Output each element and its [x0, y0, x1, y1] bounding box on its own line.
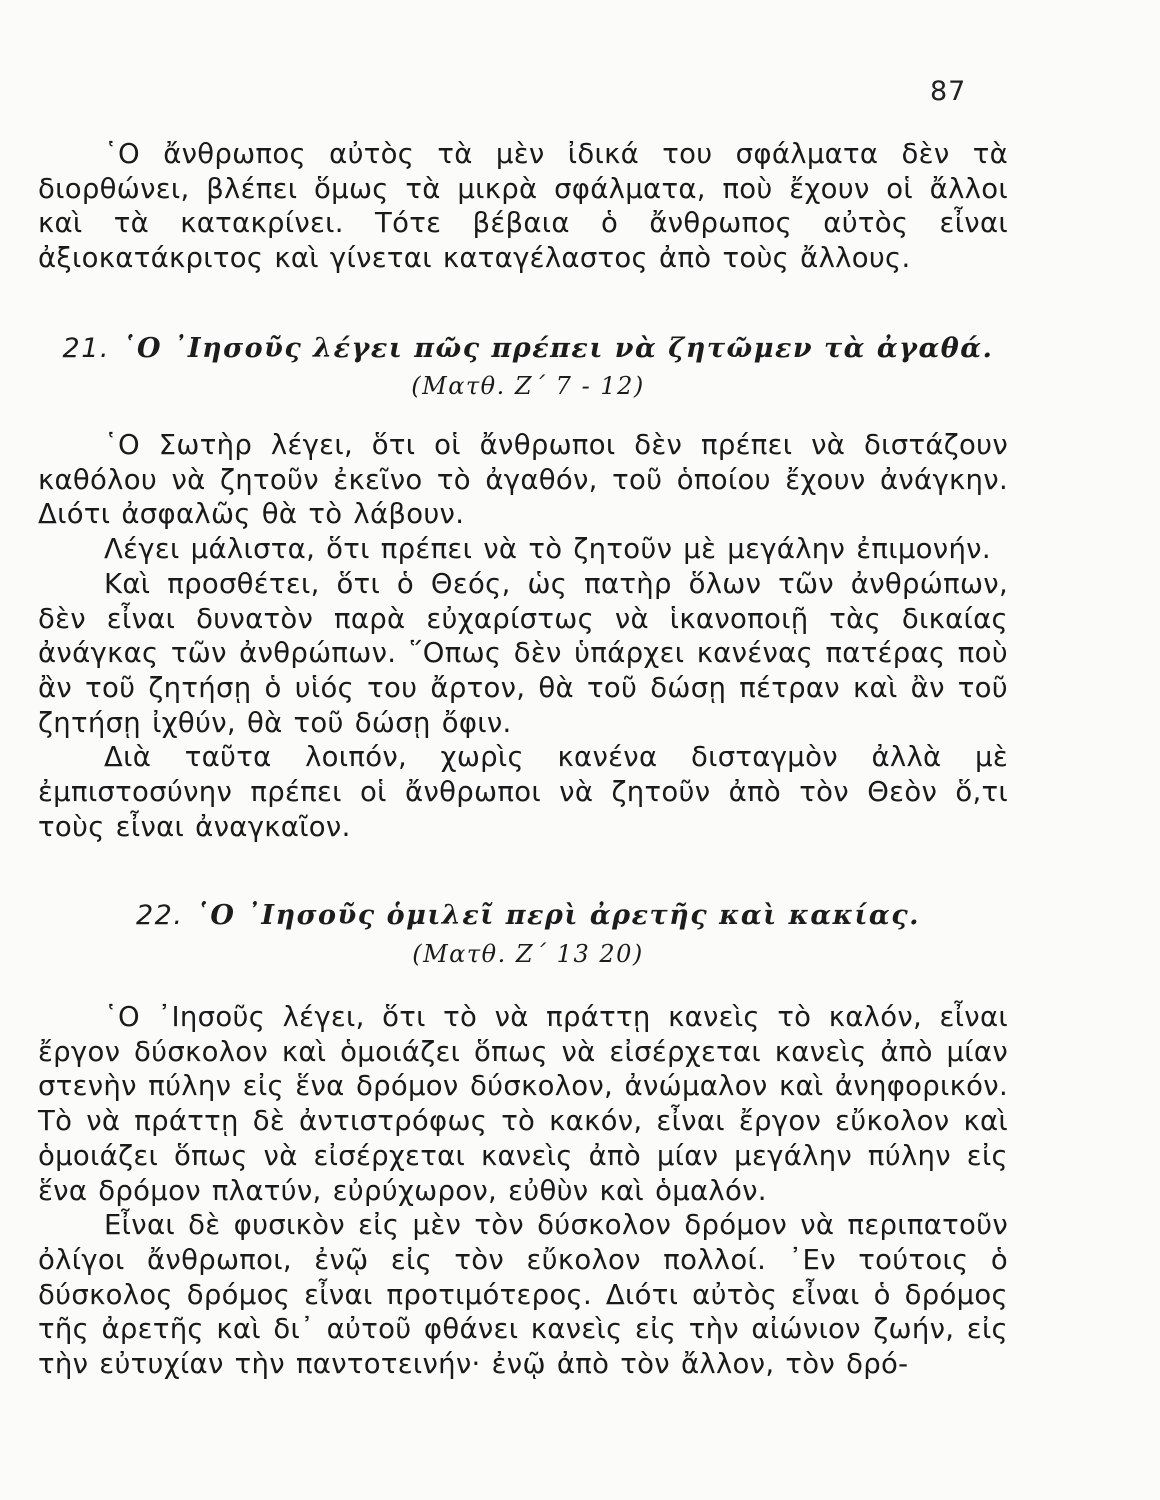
section-21-title: ῾Ο ᾿Ιησοῦς λέγει πῶς πρέπει νὰ ζητῶμεν τὰ ἀγαθά. — [122, 333, 994, 364]
section-21-reference: (Ματθ. Ζ΄ 7 - 12) — [411, 372, 645, 400]
section-22-paragraph: Εἶναι δὲ φυσικὸν εἰς μὲν τὸν δύσκολον δρόμον νὰ περιπατοῦν ὀλίγοι ἄνθρωποι, ἐνῷ εἰς τὸν εὔκολον πολλοί. ᾿Εν τούτοις ὁ δύσκολος δρόμος εἶναι προτιμότερος. Διότι αὐτὸς εἶναι ὁ δρόμος τῆς ἀρετῆς καὶ δι᾿ αὐτοῦ φθάνει κανεὶς εἰς τὴν αἰώνιον ζωήν, εἰς τὴν εὐτυχίαν τὴν παντοτεινήν· ἐνῷ ἀπὸ τὸν ἄλλον, τὸν δρό- — [38, 1209, 1008, 1381]
section-22-paragraph: ῾Ο ᾿Ιησοῦς λέγει, ὅτι τὸ νὰ πράττῃ κανεὶς τὸ καλόν, εἶναι ἔργον δύσκολον καὶ ὁμοιάζει ὅπως νὰ εἰσέρχεται κανεὶς ἀπὸ μίαν στενὴν πύλην εἰς ἕνα δρόμον δύσκολον, ἀνώμαλον καὶ ἀνηφορικόν. Τὸ νὰ πράττῃ δὲ ἀντιστρόφως τὸ κακόν, εἶναι ἔργον εὔκολον καὶ ὁμοιάζει ὅπως νὰ εἰσέρχεται κανεὶς ἀπὸ μίαν μεγάλην πύλην εἰς ἕνα δρόμον πλατύν, εὐρύχωρον, εὐθὺν καὶ ὁμαλόν. — [38, 1001, 1008, 1207]
section-22-title: ῾Ο ᾿Ιησοῦς ὁμιλεῖ περὶ ἀρετῆς καὶ κακίας. — [195, 900, 921, 931]
section-21-number: 21. — [62, 333, 110, 364]
intro-paragraph: ῾Ο ἄνθρωπος αὐτὸς τὰ μὲν ἰδικά του σφάλματα δὲν τὰ διορθώνει, βλέπει ὅμως τὰ μικρὰ σφάλματα, ποὺ ἔχουν οἱ ἄλλοι καὶ τὰ κατακρίνει. Τότε βέβαια ὁ ἄνθρωπος αὐτὸς εἶναι ἀξιοκατάκριτος καὶ γίνεται καταγέλαστος ἀπὸ τοὺς ἄλλους. — [38, 138, 1008, 275]
section-21-paragraph: Καὶ προσθέτει, ὅτι ὁ Θεός, ὡς πατὴρ ὅλων τῶν ἀνθρώπων, δὲν εἶναι δυνατὸν παρὰ εὐχαρίστως νὰ ἱκανοποιῇ τὰς δικαίας ἀνάγκας τῶν ἀνθρώπων. ῞Οπως δὲν ὑπάρχει κανένας πατέρας ποὺ ἂν τοῦ ζητήσῃ ὁ υἱός του ἄρτον, θὰ τοῦ δώσῃ πέτραν καὶ ἂν τοῦ ζητήσῃ ἰχθύν, θὰ τοῦ δώσῃ ὄφιν. — [38, 567, 1008, 739]
section-22-heading — [38, 900, 1018, 931]
section-21-paragraph: Λέγει μάλιστα, ὅτι πρέπει νὰ τὸ ζητοῦν μὲ μεγάλην ἐπιμονήν. — [104, 533, 991, 566]
intro-text — [38, 137, 1008, 276]
section-21-body — [38, 428, 1008, 844]
section-21-heading — [38, 333, 1018, 364]
section-22-body — [38, 1000, 1008, 1382]
section-21-paragraph: ῾Ο Σωτὴρ λέγει, ὅτι οἱ ἄνθρωποι δὲν πρέπει νὰ διστάζουν καθόλου νὰ ζητοῦν ἐκεῖνο τὸ ἀγαθόν, τοῦ ὁποίου ἔχουν ἀνάγκην. Διότι ἀσφαλῶς θὰ τὸ λάβουν. — [38, 429, 1008, 531]
section-22-reference: (Ματθ. Ζ΄ 13 20) — [412, 940, 644, 968]
section-21-paragraph: Διὰ ταῦτα λοιπόν, χωρὶς κανένα δισταγμὸν ἀλλὰ μὲ ἐμπιστοσύνην πρέπει οἱ ἄνθρωποι νὰ ζητοῦν ἀπὸ τὸν Θεὸν ὅ,τι τοὺς εἶναι ἀναγκαῖον. — [38, 741, 1008, 843]
page-number: 87 — [930, 76, 967, 107]
section-22-number: 22. — [135, 900, 184, 931]
